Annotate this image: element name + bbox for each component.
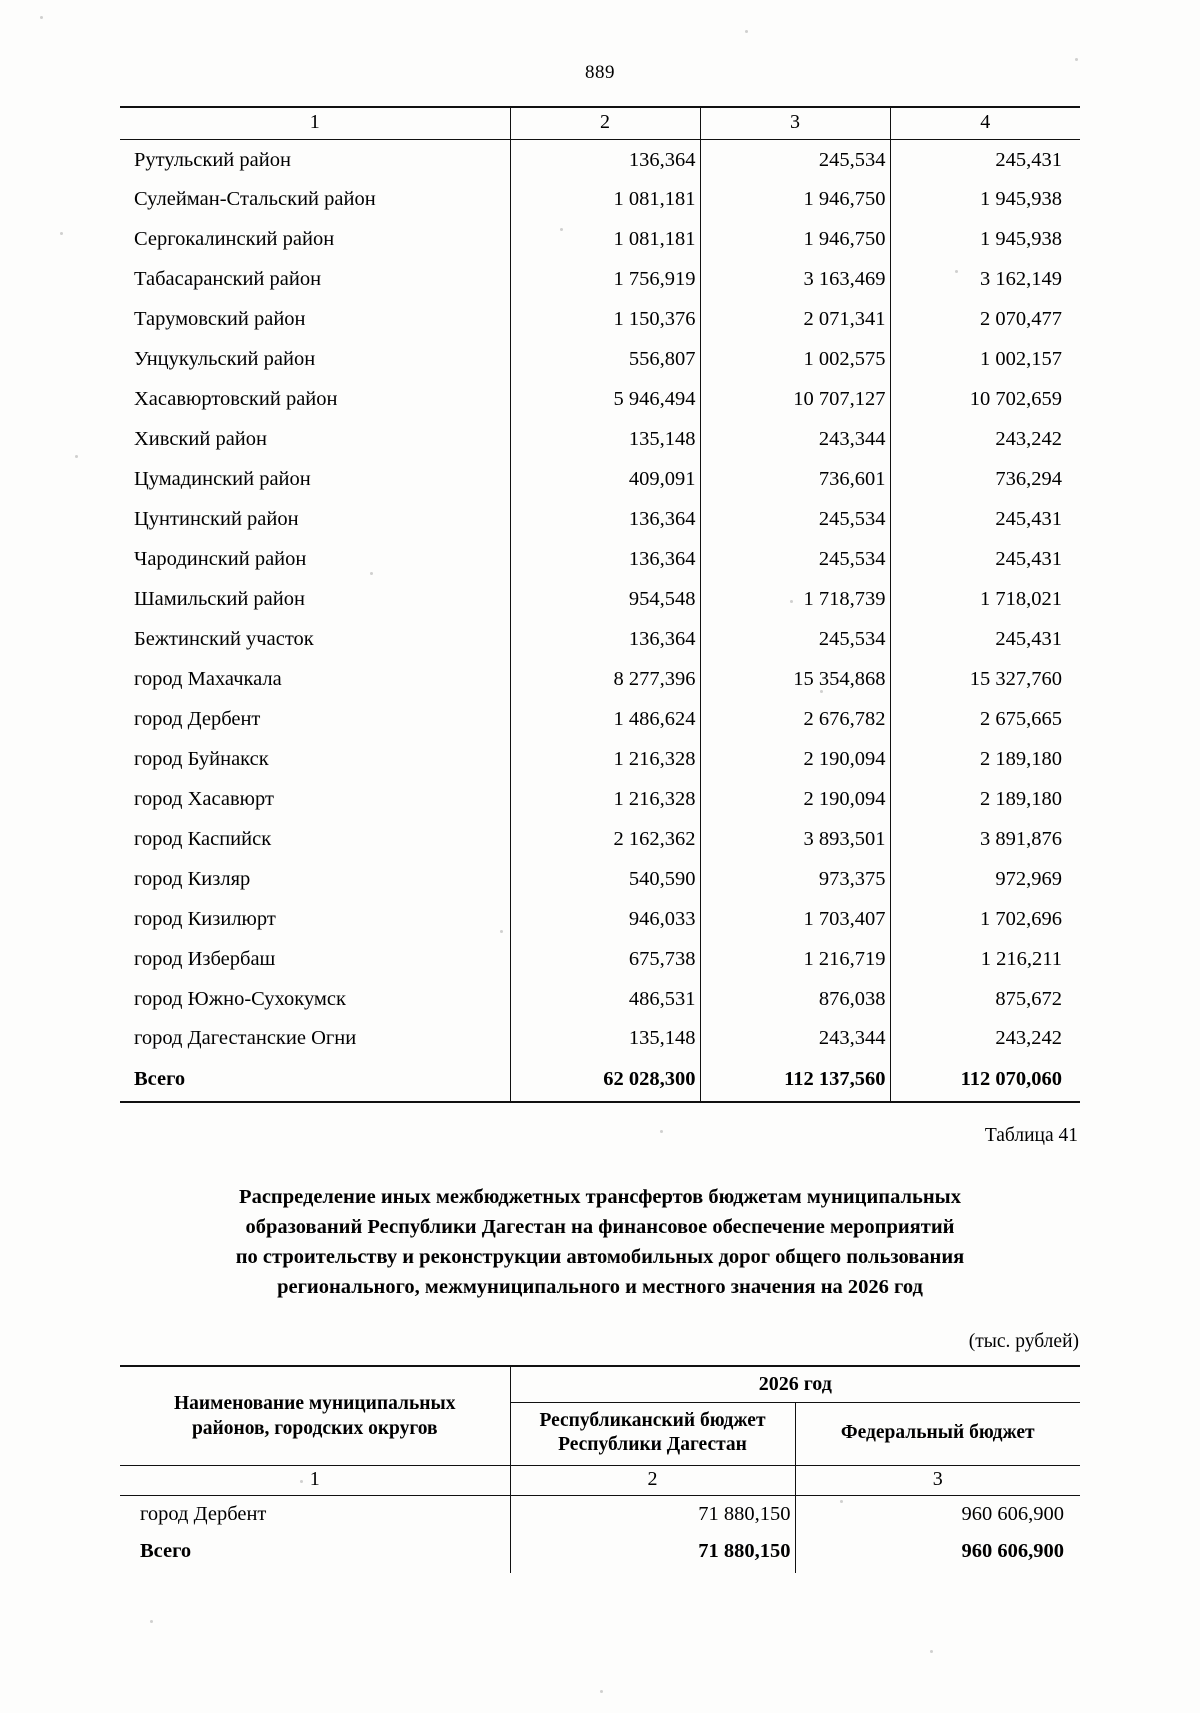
table-row xyxy=(120,340,1080,380)
value-column-2: 136,364 xyxy=(510,140,700,180)
municipality-name: Шамильский район xyxy=(120,579,510,619)
municipality-name: Рутульский район xyxy=(120,140,510,180)
value-column-4: 2 189,180 xyxy=(980,787,1062,810)
value-column-3: 245,534 xyxy=(700,540,890,580)
scan-speck xyxy=(560,228,563,231)
table-1-column-number-row xyxy=(120,107,1080,140)
section-heading xyxy=(160,1183,1040,1303)
table-row xyxy=(120,180,1080,220)
municipality-name: город Хасавюрт xyxy=(120,779,510,819)
value-column-2: 136,364 xyxy=(510,619,700,659)
value-column-3: 245,534 xyxy=(700,500,890,540)
table-row xyxy=(120,300,1080,340)
column-number-1: 1 xyxy=(120,107,510,140)
municipality-name: Табасаранский район xyxy=(120,260,510,300)
heading-line-4: регионального, межмуниципального и местного значения на 2026 год xyxy=(277,1275,923,1298)
table-1-head xyxy=(120,107,1080,140)
table-row xyxy=(120,739,1080,779)
value-column-2: 1 081,181 xyxy=(510,220,700,260)
table-row xyxy=(120,659,1080,699)
scan-speck xyxy=(75,455,78,458)
table-row xyxy=(120,500,1080,540)
value-column-2: 486,531 xyxy=(510,979,700,1019)
value-column-4: 245,431 xyxy=(995,548,1062,571)
scan-speck xyxy=(840,1500,843,1503)
republican-budget-value: 71 880,150 xyxy=(510,1496,795,1534)
municipality-name: Сергокалинский район xyxy=(120,220,510,260)
table-2-header-row-1 xyxy=(120,1366,1080,1403)
scan-speck xyxy=(1075,58,1078,61)
value-column-4: 972,969 xyxy=(995,867,1062,890)
municipality-name: Чародинский район xyxy=(120,540,510,580)
value-column-2: 1 216,328 xyxy=(510,779,700,819)
table-row xyxy=(120,939,1080,979)
value-column-2: 1 486,624 xyxy=(510,699,700,739)
value-column-2: 675,738 xyxy=(510,939,700,979)
scan-speck xyxy=(955,270,958,273)
table-row xyxy=(120,380,1080,420)
header-republican-budget-line-1: Республиканский бюджет xyxy=(539,1409,766,1431)
header-year: 2026 год xyxy=(510,1366,1080,1403)
value-column-4: 1 945,938 xyxy=(980,188,1062,211)
value-column-2: 136,364 xyxy=(510,540,700,580)
scan-speck xyxy=(370,572,373,575)
value-column-4: 245,431 xyxy=(995,627,1062,650)
header-name-line-2: районов, городских округов xyxy=(191,1417,438,1439)
value-column-3: 243,344 xyxy=(700,1019,890,1059)
scan-speck xyxy=(150,1620,153,1623)
header-name-cell xyxy=(120,1366,510,1466)
municipality-name: Унцукульский район xyxy=(120,340,510,380)
value-column-4: 875,672 xyxy=(995,987,1062,1010)
value-column-2: 1 216,328 xyxy=(510,739,700,779)
scan-speck xyxy=(820,690,823,693)
scan-speck xyxy=(60,232,63,235)
value-column-3: 243,344 xyxy=(700,420,890,460)
table-1-container xyxy=(120,106,1080,1103)
municipality-name: город Дербент xyxy=(120,1496,510,1534)
value-column-4: 245,431 xyxy=(995,508,1062,531)
table-1-body xyxy=(120,140,1080,1102)
table-row xyxy=(120,859,1080,899)
table-2-total-row xyxy=(120,1533,1080,1573)
table-row xyxy=(120,460,1080,500)
value-column-3: 2 676,782 xyxy=(700,699,890,739)
value-column-3: 1 946,750 xyxy=(700,220,890,260)
value-column-4: 1 216,211 xyxy=(980,947,1062,970)
value-column-2: 540,590 xyxy=(510,859,700,899)
value-column-4: 112 070,060 xyxy=(890,1059,1080,1102)
municipality-name: Всего xyxy=(120,1533,510,1573)
municipality-name: Сулейман-Стальский район xyxy=(120,180,510,220)
table-row xyxy=(120,1496,1080,1534)
value-column-4: 736,294 xyxy=(995,468,1062,491)
value-column-3: 3 163,469 xyxy=(700,260,890,300)
column-number-2: 2 xyxy=(510,107,700,140)
value-column-4: 3 891,876 xyxy=(980,827,1062,850)
value-column-2: 135,148 xyxy=(510,1019,700,1059)
value-column-2: 1 756,919 xyxy=(510,260,700,300)
t2-column-number-1: 1 xyxy=(120,1466,510,1496)
table-2-body xyxy=(120,1496,1080,1574)
value-column-4: 243,242 xyxy=(995,428,1062,451)
value-column-3: 2 071,341 xyxy=(700,300,890,340)
value-column-4: 2 189,180 xyxy=(980,747,1062,770)
heading-line-2: образований Республики Дагестан на финансовое обеспечение мероприятий xyxy=(245,1215,955,1238)
units-label: (тыс. рублей) xyxy=(968,1330,1079,1352)
scan-speck xyxy=(930,1650,933,1653)
value-column-2: 954,548 xyxy=(510,579,700,619)
value-column-4: 2 070,477 xyxy=(980,308,1062,331)
value-column-2: 135,148 xyxy=(510,420,700,460)
value-column-4: 15 327,760 xyxy=(969,667,1062,690)
municipality-name: город Кизляр xyxy=(120,859,510,899)
municipality-name: Хивский район xyxy=(120,420,510,460)
table-row xyxy=(120,540,1080,580)
value-column-3: 245,534 xyxy=(700,140,890,180)
heading-line-3: по строительству и реконструкции автомобильных дорог общего пользования xyxy=(235,1245,965,1268)
table-row xyxy=(120,260,1080,300)
municipality-name: Цунтинский район xyxy=(120,500,510,540)
municipality-name: Бежтинский участок xyxy=(120,619,510,659)
t2-column-number-3: 3 xyxy=(795,1466,1080,1496)
value-column-3: 2 190,094 xyxy=(700,779,890,819)
value-column-3: 736,601 xyxy=(700,460,890,500)
table-row xyxy=(120,1019,1080,1059)
municipality-name: Хасавюртовский район xyxy=(120,380,510,420)
scan-speck xyxy=(790,600,793,603)
value-column-3: 1 216,719 xyxy=(700,939,890,979)
scan-speck xyxy=(500,930,503,933)
table-row xyxy=(120,819,1080,859)
federal-budget-value: 960 606,900 xyxy=(961,1503,1064,1526)
value-column-4: 245,431 xyxy=(995,148,1062,171)
value-column-2: 946,033 xyxy=(510,899,700,939)
value-column-3: 973,375 xyxy=(700,859,890,899)
table-row xyxy=(120,899,1080,939)
value-column-2: 5 946,494 xyxy=(510,380,700,420)
table-row xyxy=(120,140,1080,180)
value-column-3: 1 002,575 xyxy=(700,340,890,380)
value-column-2: 2 162,362 xyxy=(510,819,700,859)
value-column-2: 1 081,181 xyxy=(510,180,700,220)
value-column-2: 62 028,300 xyxy=(510,1059,700,1102)
municipality-name: город Кизилюрт xyxy=(120,899,510,939)
value-column-4: 10 702,659 xyxy=(969,388,1062,411)
municipality-name: Цумадинский район xyxy=(120,460,510,500)
federal-budget-value: 960 606,900 xyxy=(961,1540,1064,1563)
table-row xyxy=(120,979,1080,1019)
page-number: 889 xyxy=(585,62,615,83)
value-column-4: 1 718,021 xyxy=(980,587,1062,610)
municipality-name: город Южно-Сухокумск xyxy=(120,979,510,1019)
municipality-name: Тарумовский район xyxy=(120,300,510,340)
header-federal-budget: Федеральный бюджет xyxy=(795,1402,1080,1466)
value-column-3: 1 718,739 xyxy=(700,579,890,619)
header-republican-budget xyxy=(510,1402,795,1466)
value-column-4: 2 675,665 xyxy=(980,707,1062,730)
value-column-4: 1 702,696 xyxy=(980,907,1062,930)
table-2-container xyxy=(120,1365,1080,1574)
scan-speck xyxy=(745,30,748,33)
t2-column-number-2: 2 xyxy=(510,1466,795,1496)
header-republican-budget-line-2: Республики Дагестан xyxy=(558,1433,747,1455)
column-number-4: 4 xyxy=(890,107,1080,140)
value-column-2: 409,091 xyxy=(510,460,700,500)
value-column-3: 1 703,407 xyxy=(700,899,890,939)
value-column-3: 876,038 xyxy=(700,979,890,1019)
municipality-name: Всего xyxy=(120,1059,510,1102)
table-1-total-row xyxy=(120,1059,1080,1102)
municipality-name: город Махачкала xyxy=(120,659,510,699)
value-column-4: 243,242 xyxy=(995,1027,1062,1050)
value-column-3: 1 946,750 xyxy=(700,180,890,220)
value-column-3: 112 137,560 xyxy=(700,1059,890,1102)
table-2-head xyxy=(120,1366,1080,1496)
value-column-4: 1 002,157 xyxy=(980,348,1062,371)
transfers-table-continued xyxy=(120,106,1080,1103)
table-row xyxy=(120,779,1080,819)
scan-speck xyxy=(600,1690,603,1693)
transfers-2026-table xyxy=(120,1365,1080,1574)
value-column-2: 136,364 xyxy=(510,500,700,540)
municipality-name: город Дагестанские Огни xyxy=(120,1019,510,1059)
municipality-name: город Дербент xyxy=(120,699,510,739)
header-name-line-1: Наименование муниципальных xyxy=(174,1392,456,1414)
municipality-name: город Избербаш xyxy=(120,939,510,979)
table-label: Таблица 41 xyxy=(984,1124,1078,1146)
table-row xyxy=(120,579,1080,619)
value-column-3: 10 707,127 xyxy=(700,380,890,420)
value-column-3: 2 190,094 xyxy=(700,739,890,779)
value-column-4: 1 945,938 xyxy=(980,228,1062,251)
scan-speck xyxy=(40,16,43,19)
value-column-2: 556,807 xyxy=(510,340,700,380)
municipality-name: город Буйнакск xyxy=(120,739,510,779)
municipality-name: город Каспийск xyxy=(120,819,510,859)
republican-budget-value: 71 880,150 xyxy=(510,1533,795,1573)
value-column-2: 8 277,396 xyxy=(510,659,700,699)
scan-speck xyxy=(660,1130,663,1133)
value-column-2: 1 150,376 xyxy=(510,300,700,340)
column-number-3: 3 xyxy=(700,107,890,140)
value-column-4: 3 162,149 xyxy=(980,268,1062,291)
value-column-3: 3 893,501 xyxy=(700,819,890,859)
table-row xyxy=(120,619,1080,659)
heading-line-1: Распределение иных межбюджетных трансфертов бюджетам муниципальных xyxy=(239,1185,961,1208)
table-row xyxy=(120,420,1080,460)
value-column-3: 245,534 xyxy=(700,619,890,659)
table-2-column-number-row xyxy=(120,1466,1080,1496)
scan-speck xyxy=(300,1480,303,1483)
table-row xyxy=(120,220,1080,260)
table-row xyxy=(120,699,1080,739)
value-column-3: 15 354,868 xyxy=(700,659,890,699)
